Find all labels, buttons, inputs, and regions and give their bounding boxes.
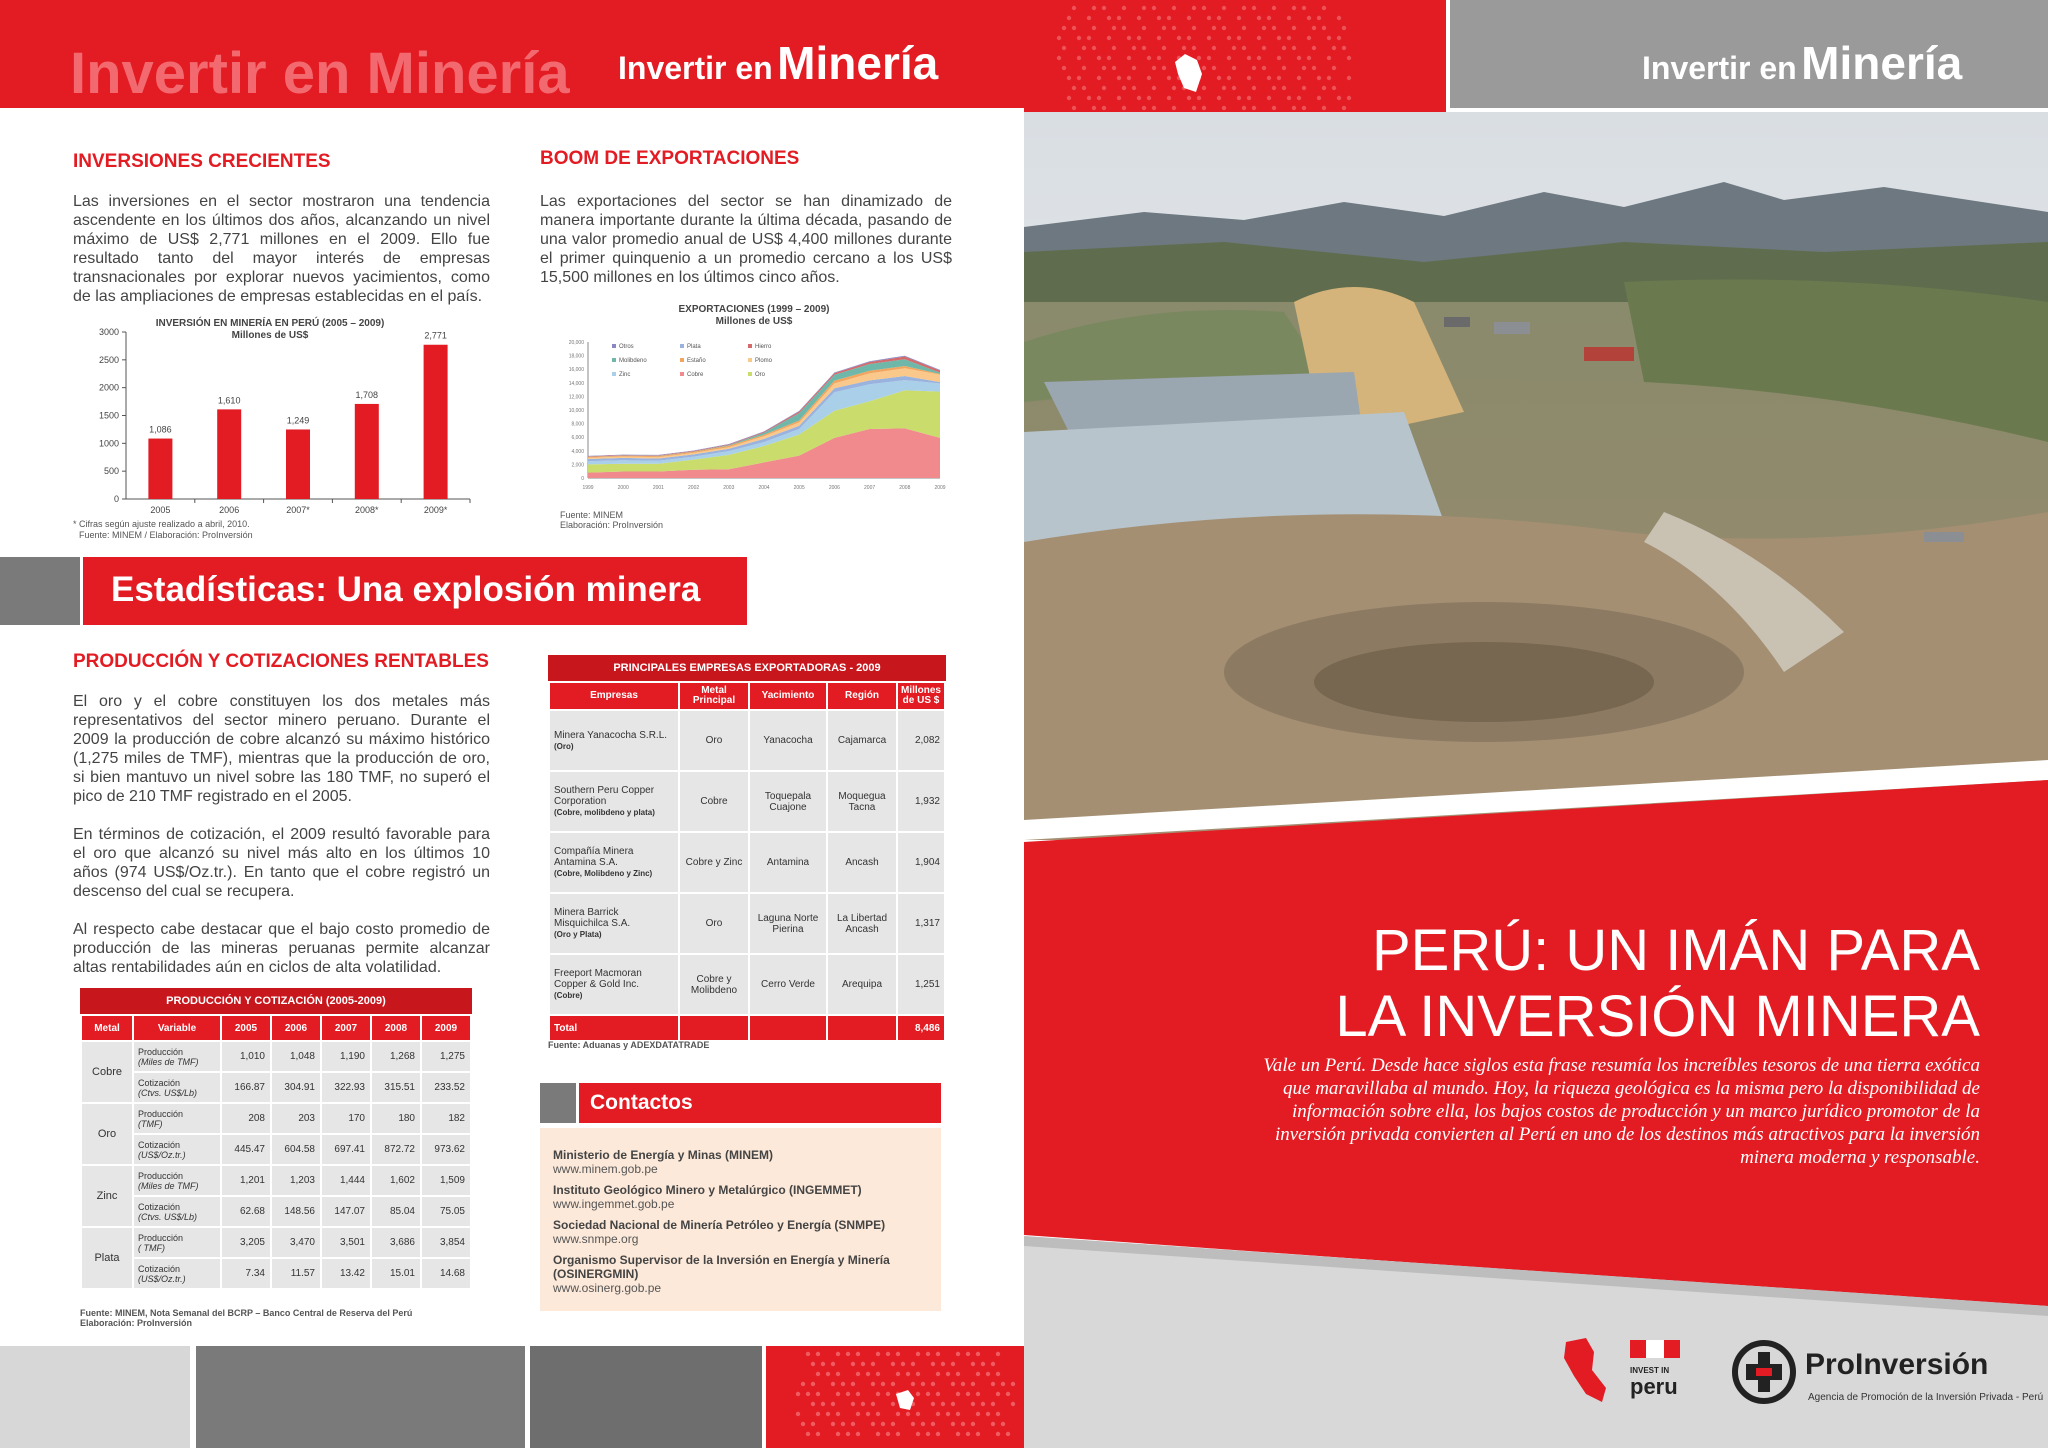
footer-block-2 [196,1346,525,1448]
exp-metal-cell: Oro [679,893,749,954]
exp-th-metal: Metal Principal [679,682,749,710]
exp-legend-swatch [748,358,752,362]
exp-metal-cell: Oro [679,710,749,771]
exportaciones-chart-legend [612,344,773,378]
prod-value-cell: 1,268 [371,1041,421,1072]
prod-value-cell: 15.01 [371,1258,421,1289]
prod-value-cell: 148.56 [271,1196,321,1227]
prod-value-cell: 1,190 [321,1041,371,1072]
exp-company-cell: Southern Peru Copper Corporation (Cobre, molibdeno y plata) [549,771,679,832]
prod-metal-cell: Zinc [81,1165,133,1227]
exp-total-value: 8,486 [897,1015,945,1041]
header-title-small: Invertir en [618,50,773,86]
prod-value-cell: 872.72 [371,1134,421,1165]
exp-y-tick-label: 16,000 [568,367,584,374]
exp-metal-cell: Cobre y Zinc [679,832,749,893]
prod-value-cell: 322.93 [321,1072,371,1103]
contact-link[interactable]: www.osinerg.gob.pe [553,1281,662,1295]
exp-legend-label: Plomo [755,358,773,364]
exp-yac-cell: Cerro Verde [749,954,827,1015]
prod-value-cell: 973.62 [421,1134,471,1165]
exp-x-tick-label: 2005 [793,485,805,491]
exp-row [549,710,945,771]
prod-metal-cell: Plata [81,1227,133,1289]
exp-x-tick-label: 2007 [864,485,876,491]
exp-val-cell: 1,317 [897,893,945,954]
exp-th-region: Región [827,682,897,710]
prod-value-cell: 62.68 [221,1196,271,1227]
exp-y-tick-label: 0 [581,476,584,482]
prod-value-cell: 166.87 [221,1072,271,1103]
prod-value-cell: 75.05 [421,1196,471,1227]
prod-value-cell: 697.41 [321,1134,371,1165]
prod-value-cell: 3,854 [421,1227,471,1258]
footer-red-block [766,1346,1024,1448]
prod-variable-cell: Producción (Miles de TMF) [133,1165,221,1196]
exp-y-tick-label: 10,000 [568,408,584,414]
inv-x-tick-label: 2005 [150,505,171,515]
exp-yac-cell: Toquepala Cuajone [749,771,827,832]
exp-val-cell: 1,932 [897,771,945,832]
exp-company-cell: Minera Yanacocha S.R.L. (Oro) [549,710,679,771]
contact-name: Ministerio de Energía y Minas (MINEM) [553,1148,774,1162]
exp-legend-swatch [680,372,684,376]
prod-value-cell: 3,686 [371,1227,421,1258]
inv-y-tick-label: 1000 [98,438,119,449]
inv-x-tick-label: 2009* [423,505,448,515]
contact-item [553,1218,929,1246]
prod-variable-cell: Cotización (Ctvs. US$/Lb) [133,1072,221,1103]
produccion-p2: En términos de cotización, el 2009 resultó favorable para el oro que alcanzó su nivel más alto en los últimos 10 años (974 US$/Oz.tr.). En tanto que el cobre registró un descenso del cual se recupera. [73,826,490,900]
prod-value-cell: 180 [371,1103,421,1134]
exp-legend-swatch [612,344,616,348]
prod-value-cell: 1,602 [371,1165,421,1196]
prod-value-cell: 3,501 [321,1227,371,1258]
exp-legend-label: Plata [687,344,701,350]
prod-th-variable: Variable [133,1015,221,1041]
inversion-note: * Cifras según ajuste realizado a abril, 2010. [73,519,250,529]
contact-item [553,1183,929,1211]
exportadoras-source: Fuente: Aduanas y ADEXDATATRADE [548,1040,710,1050]
inversiones-text: Las inversiones en el sector mostraron una tendencia ascendente en los últimos dos años, alcanzando un nivel máximo de US$ 2,771 millones en el 2009. Ello fue resultado tanto del mayor interés de empresas transnacionales por explorar nuevos yacimientos, como de las ampliaciones de empresas establecidas en el país. [73,193,490,305]
exp-y-tick-label: 14,000 [568,380,584,387]
banner-grey-block [0,557,80,625]
inv-x-tick-label: 2006 [219,505,240,515]
prod-th-2007: 2007 [321,1015,371,1041]
inv-x-tick-label: 2008* [355,505,379,515]
inv-y-tick-label: 2500 [98,354,119,365]
prod-value-cell: 1,048 [271,1041,321,1072]
left-header-title [618,36,938,90]
banner-title: Estadísticas: Una explosión minera [111,570,701,609]
right-header-title-small: Invertir en [1642,50,1797,86]
exp-legend-label: Otros [619,344,634,350]
contactos-title: Contactos [590,1091,693,1114]
contact-item [553,1148,929,1176]
inv-bar [148,439,172,499]
exp-yac-cell: Antamina [749,832,827,893]
prod-row [81,1258,471,1289]
inv-bar-label: 1,708 [355,389,379,400]
prod-value-cell: 1,444 [321,1165,371,1196]
inv-bar [355,404,379,499]
exp-metal-cell: Cobre [679,771,749,832]
right-header-title-large: Minería [1801,37,1963,89]
exp-x-tick-label: 2000 [617,485,629,491]
proinversion-name: ProInversión [1805,1348,1989,1381]
peru-text: peru [1630,1374,1678,1399]
prod-value-cell: 304.91 [271,1072,321,1103]
exp-yac-cell: Laguna Norte Pierina [749,893,827,954]
exp-legend-label: Cobre [687,372,704,378]
exp-reg-cell: Ancash [827,832,897,893]
exp-y-tick-label: 12,000 [568,394,584,401]
exportadoras-table-grid [548,681,946,1042]
contactos-header [579,1083,941,1123]
inv-bar [424,345,448,499]
inv-y-tick-label: 3000 [98,327,119,337]
prod-value-cell: 1,203 [271,1165,321,1196]
prod-metal-cell: Oro [81,1103,133,1165]
prod-variable-cell: Producción (Miles de TMF) [133,1041,221,1072]
exp-x-tick-label: 1999 [582,485,594,491]
produccion-p1: El oro y el cobre constituyen los dos metales más representativos del sector minero peruano. Durante el 2009 la producción de cobre alcanzó su máximo histórico (1,275 miles de TMF), mientras que la producción de oro, si bien mantuvo un nivel sobre las 180 TMF, no superó el pico de 210 TMF registrado en el 2005. [73,693,490,805]
exp-y-tick-label: 6,000 [571,435,584,442]
contactos-grey-block [540,1083,576,1123]
boom-title: BOOM DE EXPORTACIONES [540,148,800,169]
exp-legend-label: Oro [755,372,766,378]
exp-row [549,771,945,832]
exp-legend-swatch [680,358,684,362]
inv-y-tick-label: 1500 [98,410,119,421]
exp-total-row [549,1015,945,1041]
exp-reg-cell: Cajamarca [827,710,897,771]
exp-legend-swatch [748,344,752,348]
exp-y-tick-label: 4,000 [571,448,584,455]
prod-value-cell: 1,201 [221,1165,271,1196]
exp-x-tick-label: 2006 [828,485,840,491]
prod-value-cell: 170 [321,1103,371,1134]
prod-th-2009: 2009 [421,1015,471,1041]
produccion-table-source: Fuente: MINEM, Nota Semanal del BCRP – Banco Central de Reserva del Perú [80,1308,413,1318]
exp-reg-cell: Arequipa [827,954,897,1015]
exp-legend-swatch [748,372,752,376]
prod-row [81,1134,471,1165]
exp-legend-label: Molibdeno [619,358,647,364]
exp-company-cell: Freeport Macmoran Copper & Gold Inc. (Cobre) [549,954,679,1015]
exportadoras-table-title: PRINCIPALES EMPRESAS EXPORTADORAS - 2009 [548,655,946,681]
inv-bar [217,409,241,499]
header-ghost-title: Invertir en Minería [70,41,570,106]
inv-bar-label: 1,610 [217,395,241,406]
exp-legend-swatch [680,344,684,348]
prod-metal-cell: Cobre [81,1041,133,1103]
prod-th-2005: 2005 [221,1015,271,1041]
prod-value-cell: 208 [221,1103,271,1134]
prod-value-cell: 3,470 [271,1227,321,1258]
inv-bar-label: 1,249 [286,415,310,426]
prod-value-cell: 315.51 [371,1072,421,1103]
header-title-large: Minería [777,37,939,89]
inv-bar-label: 1,086 [149,424,172,435]
exp-yac-cell: Yanacocha [749,710,827,771]
exp-th-empresas: Empresas [549,682,679,710]
inv-bar-label: 2,771 [424,330,447,341]
exp-val-cell: 1,251 [897,954,945,1015]
prod-variable-cell: Cotización (US$/Oz.tr.) [133,1134,221,1165]
prod-th-2006: 2006 [271,1015,321,1041]
inversiones-title: INVERSIONES CRECIENTES [73,151,331,172]
prod-value-cell: 1,275 [421,1041,471,1072]
exp-x-tick-label: 2008 [899,485,911,491]
footer-dot-pattern [766,1346,1024,1448]
inversion-source: Fuente: MINEM / Elaboración: ProInversión [79,530,253,540]
right-footer-grey [1024,1236,2048,1448]
exportaciones-chart-subtitle: Millones de US$ [715,316,793,327]
exp-x-tick-label: 2003 [723,485,735,491]
exp-legend-label: Zinc [619,372,631,378]
prod-value-cell: 1,010 [221,1041,271,1072]
produccion-table-title: PRODUCCIÓN Y COTIZACIÓN (2005-2009) [80,988,472,1014]
inv-y-tick-label: 0 [113,494,119,504]
prod-row [81,1196,471,1227]
produccion-table-elab: Elaboración: ProInversión [80,1318,193,1328]
invest-in-text: INVEST IN [1630,1366,1670,1375]
boom-fuente: Fuente: MINEM [560,510,624,520]
exp-row [549,954,945,1015]
inversion-chart-title: INVERSIÓN EN MINERÍA EN PERÚ (2005 – 2009) [155,318,385,329]
invest-in-peru-logo [1562,1336,1682,1408]
contact-item [553,1253,929,1295]
exp-row [549,832,945,893]
prod-row [81,1165,471,1196]
prod-th-metal: Metal [81,1015,133,1041]
prod-row [81,1103,471,1134]
exp-company-cell: Minera Barrick Misquichilca S.A. (Oro y Plata) [549,893,679,954]
exp-row [549,893,945,954]
prod-value-cell: 7.34 [221,1258,271,1289]
prod-value-cell: 147.07 [321,1196,371,1227]
exp-legend-label: Hierro [755,344,772,350]
exp-x-tick-label: 2001 [652,485,664,491]
prod-row [81,1041,471,1072]
exp-reg-cell: Moquegua Tacna [827,771,897,832]
prod-row [81,1227,471,1258]
banner [83,557,747,625]
prod-value-cell: 203 [271,1103,321,1134]
produccion-p3: Al respecto cabe destacar que el bajo costo promedio de producción de las mineras peruanas permite alcanzar altas rentabilidades aún en ciclos de alta volatilidad. [73,921,490,976]
exportaciones-chart [548,300,960,515]
exp-legend-swatch [612,372,616,376]
prod-variable-cell: Cotización (Ctvs. US$/Lb) [133,1196,221,1227]
contact-link[interactable]: www.snmpe.org [553,1232,639,1246]
prod-value-cell: 14.68 [421,1258,471,1289]
cover-text: Vale un Perú. Desde hace siglos esta frase resumía los increíbles tesoros de una tierra exótica que maravillaba al mundo. Hoy, la riqueza geológica es la misma pero la disponibilidad de información sobre ella, los bajos costos de producción y un marco jurídico promotor de la inversión privada convierten al Perú en uno de los destinos más atractivos para la inversión minera moderna y responsable. [1263,1055,1980,1168]
exp-y-tick-label: 18,000 [568,353,584,360]
prod-row [81,1072,471,1103]
exp-x-tick-label: 2004 [758,485,770,491]
contact-name: Organismo Supervisor de la Inversión en Energía y Minería (OSINERGMIN) [553,1253,890,1281]
exp-val-cell: 1,904 [897,832,945,893]
prod-value-cell: 85.04 [371,1196,421,1227]
inversion-chart-subtitle: Millones de US$ [231,330,309,341]
exp-th-millones: Millones de US $ [897,682,945,710]
contactos-box [540,1128,941,1311]
exp-metal-cell: Cobre y Molibdeno [679,954,749,1015]
exp-y-tick-label: 8,000 [571,421,584,428]
prod-value-cell: 13.42 [321,1258,371,1289]
footer-block-3 [530,1346,762,1448]
exp-reg-cell: La Libertad Ancash [827,893,897,954]
cover-title [1060,918,1980,1050]
mine-landscape-image [1024,112,2048,840]
boom-text: Las exportaciones del sector se han dinamizado de manera importante durante la última década, pasando de una valor promedio anual de US$ 4,400 millones durante el primer quinquenio a un promedio cercano a los US$ 15,500 millones en los últimos cinco años. [540,193,952,286]
boom-elaboracion: Elaboración: ProInversión [560,520,664,530]
cover-title-line2: LA INVERSIÓN MINERA [1335,984,1980,1049]
contactos-list [540,1128,941,1295]
exp-legend-label: Estaño [687,358,706,364]
prod-value-cell: 604.58 [271,1134,321,1165]
contact-name: Sociedad Nacional de Minería Petróleo y Energía (SNMPE) [553,1218,886,1232]
exportaciones-chart-title: EXPORTACIONES (1999 – 2009) [678,304,830,315]
prod-th-2008: 2008 [371,1015,421,1041]
exportadoras-table [548,655,946,1042]
prod-value-cell: 182 [421,1103,471,1134]
exp-x-tick-label: 2009 [934,485,946,491]
exp-th-yacimiento: Yacimiento [749,682,827,710]
prod-variable-cell: Producción (TMF) [133,1103,221,1134]
exp-total-label: Total [549,1015,679,1041]
contact-link[interactable]: www.minem.gob.pe [553,1162,658,1176]
inv-x-tick-label: 2007* [286,505,310,515]
inv-bar [286,429,310,499]
prod-value-cell: 3,205 [221,1227,271,1258]
inv-y-tick-label: 2000 [98,382,119,393]
contact-link[interactable]: www.ingemmet.gob.pe [553,1197,675,1211]
produccion-table-grid [80,1014,472,1290]
footer-block-1 [0,1346,190,1448]
prod-value-cell: 233.52 [421,1072,471,1103]
prod-value-cell: 1,509 [421,1165,471,1196]
inversion-chart [70,312,490,518]
inv-y-tick-label: 500 [103,466,119,477]
contact-name: Instituto Geológico Minero y Metalúrgico (INGEMMET) [553,1183,862,1197]
exp-legend-swatch [612,358,616,362]
prod-variable-cell: Producción ( TMF) [133,1227,221,1258]
prod-variable-cell: Cotización (US$/Oz.tr.) [133,1258,221,1289]
exp-y-tick-label: 2,000 [571,462,584,469]
exp-val-cell: 2,082 [897,710,945,771]
mine-photo [1024,112,2048,840]
exp-x-tick-label: 2002 [688,485,700,491]
exp-company-cell: Compañía Minera Antamina S.A. (Cobre, Molibdeno y Zinc) [549,832,679,893]
prod-value-cell: 445.47 [221,1134,271,1165]
produccion-title: PRODUCCIÓN Y COTIZACIONES RENTABLES [73,651,489,672]
inversion-chart-bars [148,331,447,499]
proinversion-logo-icon [1732,1340,1796,1404]
cover-title-line1: PERÚ: UN IMÁN PARA [1371,918,1980,983]
exp-y-tick-label: 20,000 [568,340,584,346]
prod-value-cell: 11.57 [271,1258,321,1289]
produccion-table [80,988,472,1290]
proinversion-tagline: Agencia de Promoción de la Inversión Privada - Perú [1808,1392,2044,1403]
